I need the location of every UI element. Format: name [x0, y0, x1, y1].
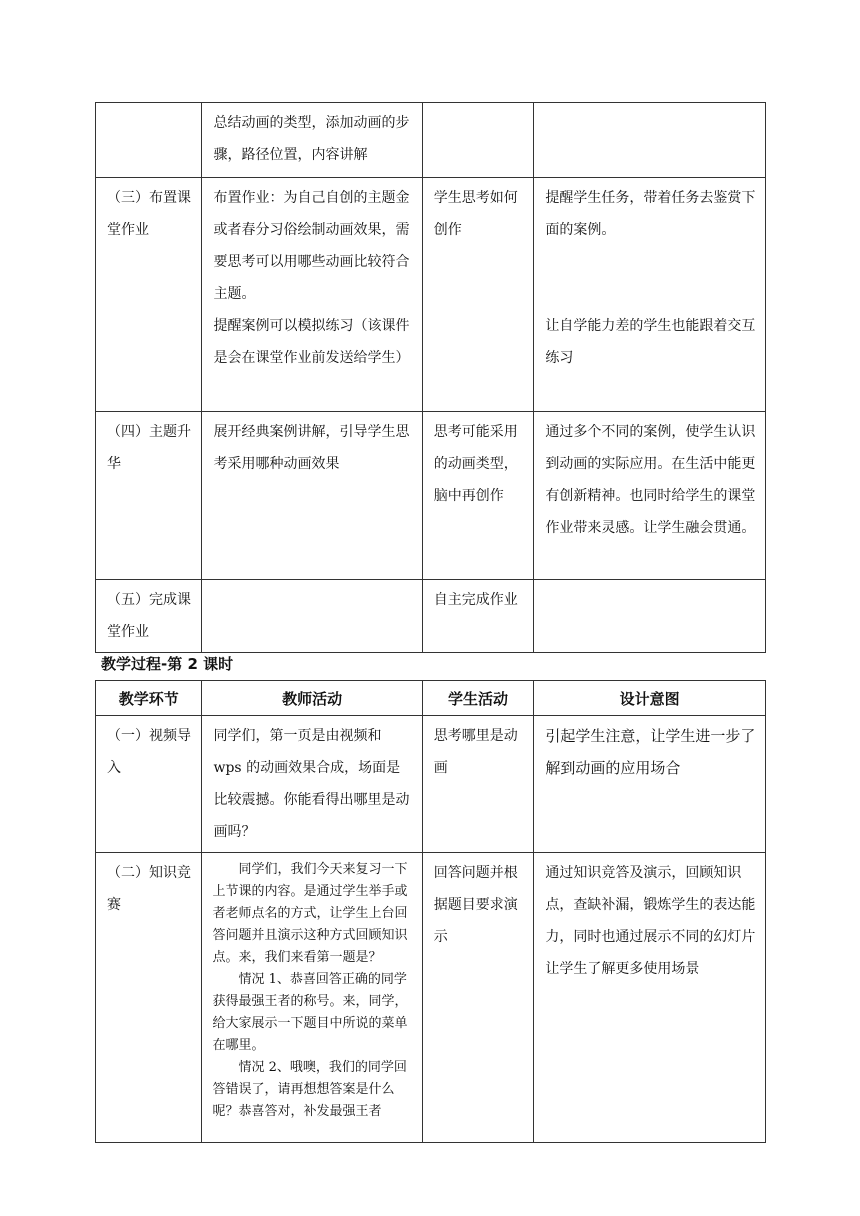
stage-cell: （一）视频导入 [96, 716, 202, 853]
stage-cell: （二）知识竞赛 [96, 853, 202, 1143]
teacher-activity-cell: 同学们，第一页是由视频和 wps 的动画效果合成，场面是比较震撼。你能看得出哪里是动画吗？ [202, 716, 422, 853]
student-activity-cell: 思考哪里是动画 [422, 716, 534, 853]
teaching-process-table-2 [95, 680, 766, 1143]
teacher-activity-cell: 总结动画的类型，添加动画的步骤，路径位置，内容讲解 [202, 103, 422, 178]
teacher-paragraph: 情况 1、恭喜回答正确的同学获得最强王者的称号。来，同学，给大家展示一下题目中所说的菜单在哪里。 [212, 972, 408, 1053]
design-intent-text: 提醒学生任务，带着任务去鉴赏下面的案例。 [545, 190, 756, 238]
stage-cell [96, 103, 202, 178]
column-header: 学生活动 [422, 681, 534, 716]
table-row [96, 716, 766, 853]
table-row [96, 412, 766, 580]
design-intent-cell [534, 103, 766, 178]
design-intent-cell: 引起学生注意，让学生进一步了解到动画的应用场合 [534, 716, 766, 853]
column-header: 教师活动 [202, 681, 422, 716]
teacher-activity-text: 布置作业：为自己自创的主题金或者春分习俗绘制动画效果，需要思考可以用哪些动画比较符合主题。 [213, 190, 410, 302]
teacher-activity-note: 提醒案例可以模拟练习（该课件是会在课堂作业前发送给学生） [213, 318, 410, 366]
teaching-process-table-1 [95, 102, 766, 653]
table-row [96, 853, 766, 1143]
teacher-activity-cell: 展开经典案例讲解，引导学生思考采用哪种动画效果 [202, 412, 422, 580]
design-intent-cell [534, 178, 766, 412]
student-activity-cell: 学生思考如何创作 [422, 178, 534, 412]
teacher-paragraph: 同学们，我们今天来复习一下上节课的内容。是通过学生举手或者老师点名的方式，让学生上台回答问题并且演示这种方式回顾知识点。来，我们来看第一题是？ [212, 862, 408, 965]
column-header: 设计意图 [534, 681, 766, 716]
teacher-activity-cell [202, 178, 422, 412]
stage-cell: （五）完成课堂作业 [96, 580, 202, 653]
stage-cell: （四）主题升华 [96, 412, 202, 580]
design-intent-cell: 通过知识竞答及演示，回顾知识点，查缺补漏，锻炼学生的表达能力，同时也通过展示不同的幻灯片让学生了解更多使用场景 [534, 853, 766, 1143]
teacher-activity-cell [202, 580, 422, 653]
table-row [96, 580, 766, 653]
teacher-activity-cell [202, 853, 422, 1143]
student-activity-cell: 回答问题并根据题目要求演示 [422, 853, 534, 1143]
student-activity-cell [422, 103, 534, 178]
design-intent-note: 让自学能力差的学生也能跟着交互练习 [545, 318, 756, 366]
design-intent-cell [534, 580, 766, 653]
stage-cell: （三）布置课堂作业 [96, 178, 202, 412]
student-activity-cell: 自主完成作业 [422, 580, 534, 653]
section-heading: 教学过程-第 2 课时 [101, 655, 234, 673]
student-activity-cell: 思考可能采用的动画类型，脑中再创作 [422, 412, 534, 580]
design-intent-cell: 通过多个不同的案例，使学生认识到动画的实际应用。在生活中能更有创新精神。也同时给学生的课堂作业带来灵感。让学生融会贯通。 [534, 412, 766, 580]
table-row [96, 178, 766, 412]
table-row [96, 103, 766, 178]
teacher-paragraph: 情况 2、哦噢，我们的同学回答错误了，请再想想答案是什么呢？恭喜答对，补发最强王者 [212, 1060, 407, 1119]
table-header-row [96, 681, 766, 716]
column-header: 教学环节 [96, 681, 202, 716]
